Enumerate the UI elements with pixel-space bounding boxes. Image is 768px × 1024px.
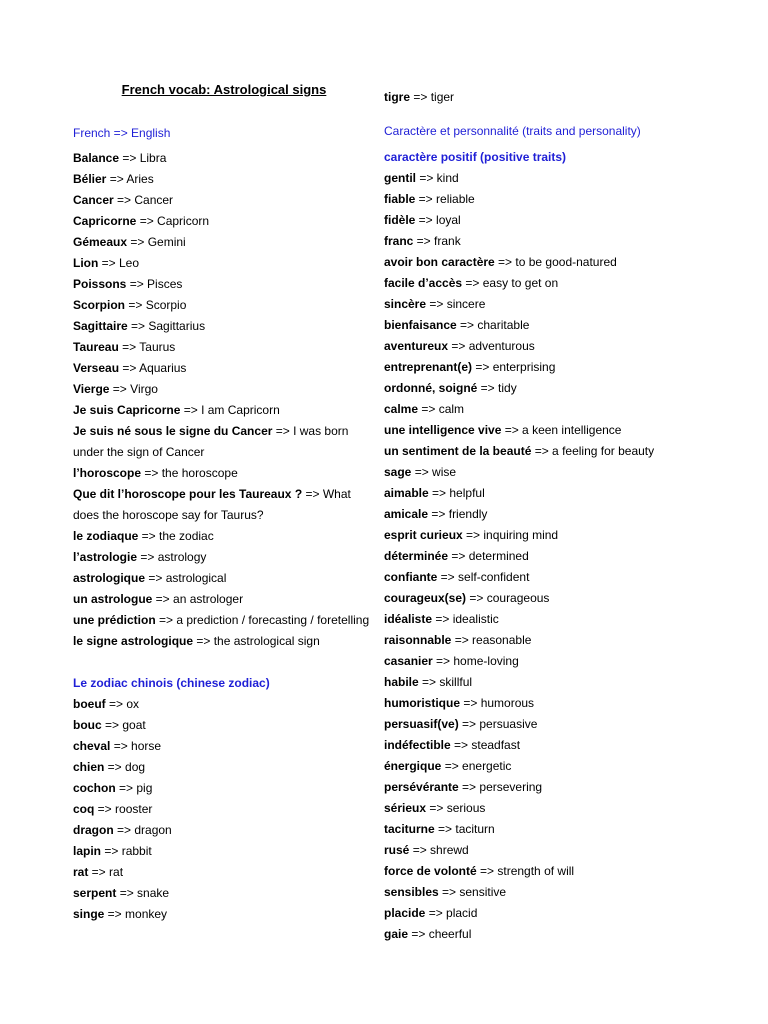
english-translation: => humorous <box>460 696 535 710</box>
french-term: raisonnable <box>384 633 452 647</box>
french-term: rat <box>73 865 89 879</box>
french-term: Que dit l’horoscope pour les Taureaux ? <box>73 487 303 501</box>
vocab-entry <box>384 189 764 210</box>
english-translation: => steadfast <box>450 738 521 752</box>
english-translation: => goat <box>101 718 146 732</box>
french-term: Capricorne <box>73 214 137 228</box>
vocab-entry <box>384 819 764 840</box>
english-translation: => cheerful <box>408 927 472 941</box>
english-translation: => enterprising <box>472 360 556 374</box>
vocab-entry <box>384 483 764 504</box>
english-translation: => easy to get on <box>462 276 559 290</box>
vocab-entry <box>384 462 764 483</box>
english-translation: => I am Capricorn <box>180 403 280 417</box>
english-translation: => determined <box>448 549 529 563</box>
vocab-entry <box>73 694 375 715</box>
vocab-entry <box>384 861 764 882</box>
vocab-entry <box>384 210 764 231</box>
astrological-signs-list <box>73 148 375 652</box>
vocab-entry <box>73 421 375 463</box>
french-term: le zodiaque <box>73 529 139 543</box>
vocab-entry <box>384 567 764 588</box>
vocab-entry <box>73 631 375 652</box>
english-translation: => strength of will <box>476 864 575 878</box>
english-translation: => monkey <box>104 907 168 921</box>
vocab-entry <box>384 231 764 252</box>
english-translation: => Aries <box>106 172 154 186</box>
english-translation: => skillful <box>418 675 473 689</box>
english-translation: => friendly <box>428 507 488 521</box>
vocab-entry <box>73 610 375 631</box>
section-header-positive-traits: caractère positif (positive traits) <box>384 150 567 164</box>
french-term: casanier <box>384 654 433 668</box>
french-term: courageux(se) <box>384 591 467 605</box>
vocab-entry <box>73 211 375 232</box>
english-translation: => energetic <box>441 759 512 773</box>
french-term: dragon <box>73 823 114 837</box>
french-term: Poissons <box>73 277 127 291</box>
french-term: Gémeaux <box>73 235 128 249</box>
french-term: sérieux <box>384 801 427 815</box>
english-translation: => pig <box>115 781 153 795</box>
french-term: énergique <box>384 759 442 773</box>
english-translation: => rooster <box>94 802 153 816</box>
french-term: bienfaisance <box>384 318 457 332</box>
english-translation: => Taurus <box>118 340 176 354</box>
french-term: Lion <box>73 256 99 270</box>
vocab-entry <box>73 757 375 778</box>
english-translation: => frank <box>413 234 461 248</box>
vocab-entry <box>73 547 375 568</box>
right-column <box>384 0 764 945</box>
french-term: facile d’accès <box>384 276 463 290</box>
french-term: Je suis Capricorne <box>73 403 181 417</box>
english-translation: => rabbit <box>101 844 152 858</box>
english-translation: => calm <box>418 402 465 416</box>
french-term: persuasif(ve) <box>384 717 459 731</box>
english-translation: => adventurous <box>448 339 535 353</box>
vocab-entry <box>384 87 764 108</box>
french-term: fidèle <box>384 213 416 227</box>
french-term: Je suis né sous le signe du Cancer <box>73 424 273 438</box>
french-term: esprit curieux <box>384 528 463 542</box>
french-term: lapin <box>73 844 102 858</box>
english-translation: => self-confident <box>437 570 530 584</box>
french-term: Bélier <box>73 172 107 186</box>
vocab-entry <box>384 336 764 357</box>
vocab-entry <box>384 546 764 567</box>
french-term: Scorpion <box>73 298 126 312</box>
french-term: un astrologue <box>73 592 153 606</box>
french-term: gentil <box>384 171 416 185</box>
chinese-zodiac-list <box>73 694 375 925</box>
french-term: boeuf <box>73 697 106 711</box>
english-translation: => Sagittarius <box>127 319 206 333</box>
french-term: aimable <box>384 486 429 500</box>
vocab-entry <box>73 841 375 862</box>
english-translation: => taciturn <box>434 822 495 836</box>
vocab-entry <box>384 840 764 861</box>
vocab-entry <box>73 883 375 904</box>
vocab-entry <box>384 693 764 714</box>
vocab-entry <box>73 337 375 358</box>
french-term: Sagittaire <box>73 319 128 333</box>
english-translation: => idealistic <box>432 612 499 626</box>
vocab-entry <box>384 525 764 546</box>
french-term: sincère <box>384 297 427 311</box>
english-translation: => persuasive <box>458 717 538 731</box>
french-term: cheval <box>73 739 111 753</box>
french-term: sage <box>384 465 412 479</box>
english-translation: => dog <box>104 760 146 774</box>
vocab-entry <box>73 484 375 526</box>
english-translation: => Libra <box>119 151 167 165</box>
french-term: amicale <box>384 507 429 521</box>
french-term: sensibles <box>384 885 439 899</box>
english-translation: => tidy <box>477 381 517 395</box>
section-header-french-english: French => English <box>73 126 171 140</box>
vocab-entry <box>384 420 764 441</box>
vocab-entry <box>384 273 764 294</box>
french-term: l’astrologie <box>73 550 138 564</box>
english-translation: => placid <box>425 906 478 920</box>
english-translation: => rat <box>88 865 124 879</box>
vocab-entry <box>73 778 375 799</box>
english-translation: => helpful <box>428 486 485 500</box>
french-term: gaie <box>384 927 409 941</box>
english-translation: => the astrological sign <box>193 634 320 648</box>
vocab-entry <box>384 777 764 798</box>
french-term: rusé <box>384 843 410 857</box>
vocab-entry <box>73 862 375 883</box>
english-translation: => serious <box>426 801 486 815</box>
vocab-entry <box>384 252 764 273</box>
vocab-entry <box>73 799 375 820</box>
french-term: Taureau <box>73 340 119 354</box>
english-translation: => reasonable <box>451 633 532 647</box>
french-term: placide <box>384 906 426 920</box>
english-translation: => charitable <box>456 318 530 332</box>
french-term: singe <box>73 907 105 921</box>
english-translation: => courageous <box>466 591 550 605</box>
vocab-entry <box>384 630 764 651</box>
vocab-entry <box>73 736 375 757</box>
vocab-entry <box>384 357 764 378</box>
french-term: taciturne <box>384 822 435 836</box>
vocab-entry <box>73 190 375 211</box>
french-term: cochon <box>73 781 116 795</box>
english-translation: => astrological <box>145 571 227 585</box>
french-term: un sentiment de la beauté <box>384 444 532 458</box>
vocab-entry <box>384 924 764 945</box>
english-translation: => What does the horoscope say for Taurus? <box>73 487 351 522</box>
english-translation: => loyal <box>415 213 461 227</box>
english-translation: => Virgo <box>109 382 158 396</box>
vocab-entry <box>384 504 764 525</box>
english-translation: => I was born under the sign of Cancer <box>73 424 349 459</box>
english-translation: => Pisces <box>126 277 183 291</box>
section-header-chinese-zodiac: Le zodiac chinois (chinese zodiac) <box>73 676 270 690</box>
vocab-entry <box>73 316 375 337</box>
vocab-entry <box>73 400 375 421</box>
english-translation: => horse <box>110 739 162 753</box>
french-term: Balance <box>73 151 120 165</box>
vocab-entry <box>73 715 375 736</box>
vocab-entry <box>384 609 764 630</box>
english-translation: => wise <box>411 465 457 479</box>
english-translation: => tiger <box>410 90 455 104</box>
english-translation: => ox <box>105 697 140 711</box>
english-translation: => to be good-natured <box>494 255 617 269</box>
vocab-entry <box>384 882 764 903</box>
english-translation: => an astrologer <box>152 592 244 606</box>
french-term: déterminée <box>384 549 449 563</box>
vocab-entry <box>384 735 764 756</box>
french-term: avoir bon caractère <box>384 255 495 269</box>
french-term: Verseau <box>73 361 120 375</box>
vocab-entry <box>73 169 375 190</box>
french-term: une prédiction <box>73 613 156 627</box>
section-header-traits: Caractère et personnalité (traits and personality) <box>384 124 641 138</box>
vocab-entry <box>384 798 764 819</box>
french-term: chien <box>73 760 105 774</box>
french-term: serpent <box>73 886 117 900</box>
vocab-entry <box>384 294 764 315</box>
vocab-entry <box>384 441 764 462</box>
english-translation: => a keen intelligence <box>501 423 622 437</box>
vocab-entry <box>73 820 375 841</box>
vocab-entry <box>73 904 375 925</box>
vocab-entry <box>384 651 764 672</box>
vocab-entry <box>384 399 764 420</box>
french-term: l’horoscope <box>73 466 142 480</box>
vocab-entry <box>384 378 764 399</box>
english-translation: => Gemini <box>127 235 186 249</box>
french-term: idéaliste <box>384 612 433 626</box>
french-term: humoristique <box>384 696 461 710</box>
english-translation: => a prediction / forecasting / foretelling <box>155 613 370 627</box>
vocab-entry <box>73 463 375 484</box>
vocab-entry <box>384 315 764 336</box>
english-translation: => reliable <box>415 192 475 206</box>
page-title: French vocab: Astrological signs <box>121 82 327 97</box>
vocab-entry <box>384 714 764 735</box>
french-term: fiable <box>384 192 416 206</box>
vocab-entry <box>73 589 375 610</box>
vocab-entry <box>384 672 764 693</box>
vocab-entry <box>384 168 764 189</box>
english-translation: => Scorpio <box>125 298 187 312</box>
english-translation: => kind <box>416 171 459 185</box>
english-translation: => Aquarius <box>119 361 187 375</box>
french-term: coq <box>73 802 95 816</box>
positive-traits-list <box>384 168 764 945</box>
english-translation: => astrology <box>137 550 207 564</box>
vocab-entry <box>73 379 375 400</box>
english-translation: => dragon <box>113 823 172 837</box>
vocab-entry <box>73 358 375 379</box>
vocab-entry <box>384 903 764 924</box>
english-translation: => sincere <box>426 297 486 311</box>
french-term: bouc <box>73 718 102 732</box>
french-term: habile <box>384 675 419 689</box>
vocab-entry <box>73 568 375 589</box>
english-translation: => home-loving <box>432 654 519 668</box>
french-term: persévérante <box>384 780 459 794</box>
french-term: une intelligence vive <box>384 423 502 437</box>
english-translation: => Capricorn <box>136 214 210 228</box>
french-term: confiante <box>384 570 438 584</box>
english-translation: => the zodiac <box>138 529 214 543</box>
french-term: aventureux <box>384 339 449 353</box>
vocab-entry <box>73 274 375 295</box>
french-term: ordonné, soigné <box>384 381 478 395</box>
english-translation: => Cancer <box>113 193 174 207</box>
english-translation: => the horoscope <box>141 466 238 480</box>
vocab-entry <box>73 253 375 274</box>
english-translation: => snake <box>116 886 170 900</box>
english-translation: => sensitive <box>438 885 507 899</box>
english-translation: => shrewd <box>409 843 469 857</box>
french-term: astrologique <box>73 571 146 585</box>
french-term: le signe astrologique <box>73 634 194 648</box>
french-term: franc <box>384 234 414 248</box>
vocab-entry <box>384 588 764 609</box>
vocab-entry <box>73 232 375 253</box>
french-term: entreprenant(e) <box>384 360 473 374</box>
french-term: tigre <box>384 90 411 104</box>
french-term: calme <box>384 402 419 416</box>
french-term: indéfectible <box>384 738 451 752</box>
french-term: Cancer <box>73 193 114 207</box>
vocab-entry <box>73 148 375 169</box>
french-term: Vierge <box>73 382 110 396</box>
french-term: force de volonté <box>384 864 477 878</box>
english-translation: => inquiring mind <box>462 528 559 542</box>
english-translation: => a feeling for beauty <box>531 444 655 458</box>
vocab-entry <box>73 295 375 316</box>
english-translation: => persevering <box>458 780 543 794</box>
vocab-entry <box>73 526 375 547</box>
english-translation: => Leo <box>98 256 140 270</box>
left-column <box>73 0 375 925</box>
vocab-entry <box>384 756 764 777</box>
